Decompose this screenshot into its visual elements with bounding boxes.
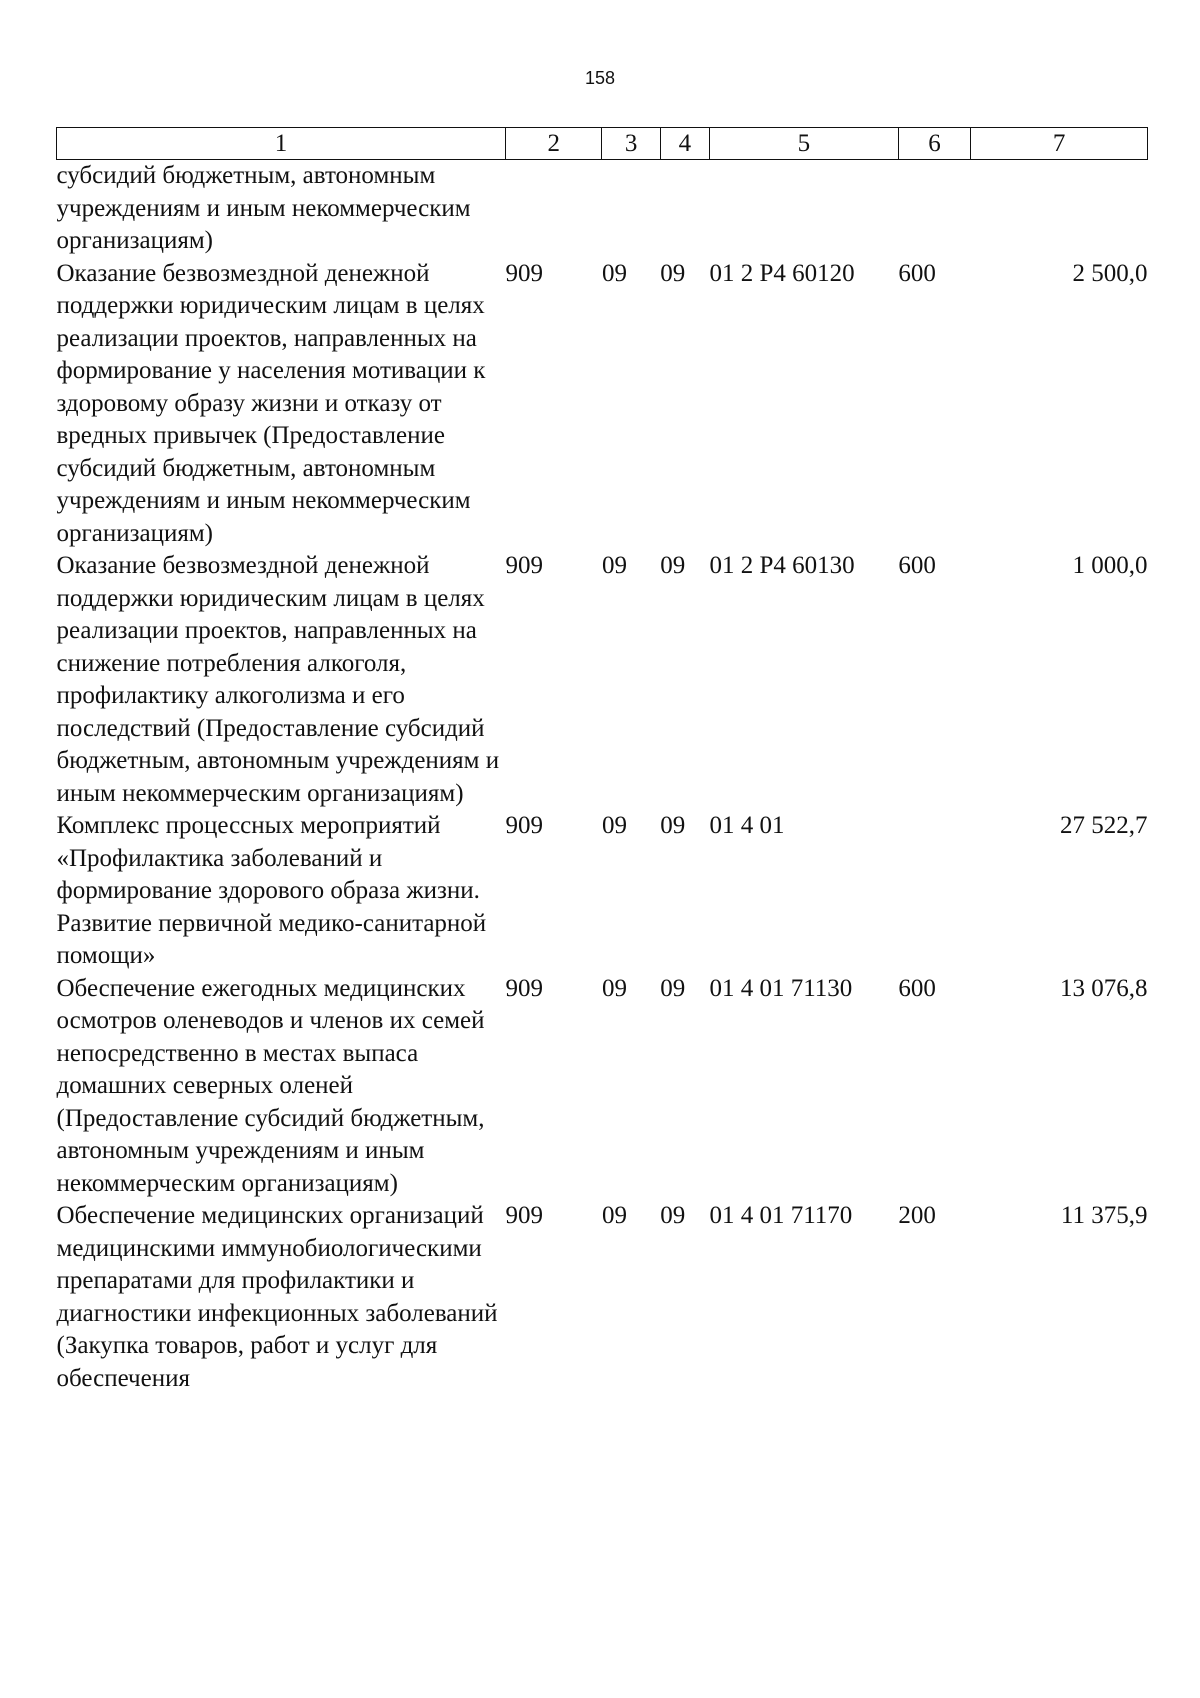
header-col-4: 4 bbox=[660, 128, 709, 160]
row-admin-code bbox=[506, 160, 602, 258]
header-col-3: 3 bbox=[602, 128, 660, 160]
row-admin-code: 909 bbox=[505, 812, 544, 839]
row-amount: 13 076,8 bbox=[1060, 974, 1148, 1002]
row-target-article: 01 4 01 71170 bbox=[709, 1202, 853, 1229]
table-header bbox=[57, 128, 1148, 160]
row-target-article bbox=[709, 160, 898, 258]
header-col-2: 2 bbox=[506, 128, 602, 160]
row-admin-code: 909 bbox=[505, 974, 544, 1002]
row-name: субсидий бюджетным, автономным учреждениям и иным некоммерческим организациям) bbox=[56, 162, 471, 254]
row-name: Комплекс процессных мероприятий «Профилактика заболеваний и формирование здорового образа жизни. Развитие первичной медико-санитарной помощи» bbox=[56, 812, 487, 969]
row-name: Обеспечение медицинских организаций медицинскими иммунобиологическими препаратами для профилактики и диагностики инфекционных заболеваний (Закупка товаров, работ и услуг для обеспечения bbox=[56, 1202, 498, 1392]
table-row bbox=[57, 973, 1148, 1201]
row-amount bbox=[971, 160, 1148, 258]
row-target-article: 01 2 Р4 60130 bbox=[709, 552, 855, 579]
row-name: Оказание безвозмездной денежной поддержки юридическим лицам в целях реализации проектов, направленных на формирование у населения мотивации к здоровому образу жизни и отказу от вредных привычек (Предоставление субсидий бюджетным, автономным учреждениям и иным некоммерческим организациям) bbox=[56, 259, 486, 547]
row-expense-type: 600 bbox=[898, 974, 936, 1002]
row-expense-type bbox=[898, 160, 970, 258]
page-number: 158 bbox=[584, 68, 616, 88]
table-row bbox=[57, 810, 1148, 973]
table-row bbox=[57, 258, 1148, 551]
row-subsection: 09 bbox=[660, 259, 686, 287]
row-subsection: 09 bbox=[660, 552, 686, 579]
table-row bbox=[57, 550, 1148, 810]
row-name: Оказание безвозмездной денежной поддержки юридическим лицам в целях реализации проектов, направленных на снижение потребления алкоголя, профилактику алкоголизма и его последствий (Предоставление субсидий бюджетным, автономным учреждениям и иным некоммерческим организациям) bbox=[56, 552, 500, 807]
row-section: 09 bbox=[601, 552, 627, 579]
header-col-5: 5 bbox=[709, 128, 898, 160]
row-target-article: 01 4 01 bbox=[709, 812, 785, 839]
budget-table bbox=[56, 127, 1148, 1395]
header-col-1: 1 bbox=[57, 128, 506, 160]
row-amount: 27 522,7 bbox=[1060, 812, 1148, 839]
row-subsection bbox=[660, 160, 709, 258]
row-section: 09 bbox=[601, 259, 627, 287]
header-col-6: 6 bbox=[898, 128, 970, 160]
row-name: Обеспечение ежегодных медицинских осмотров оленеводов и членов их семей непосредственно в местах выпаса домашних северных оленей (Предоставление субсидий бюджетным, автономным учреждениям и иным некоммерческим организациям) bbox=[56, 974, 485, 1197]
row-expense-type: 200 bbox=[898, 1202, 936, 1229]
row-admin-code: 909 bbox=[505, 552, 544, 579]
table-row bbox=[57, 160, 1148, 258]
row-subsection: 09 bbox=[660, 974, 686, 1002]
row-amount: 2 500,0 bbox=[1072, 259, 1148, 287]
row-target-article: 01 2 Р4 60120 bbox=[709, 259, 855, 287]
header-row bbox=[57, 128, 1148, 160]
row-subsection: 09 bbox=[660, 812, 686, 839]
row-amount: 11 375,9 bbox=[1060, 1202, 1148, 1229]
row-section: 09 bbox=[601, 1202, 627, 1229]
row-admin-code: 909 bbox=[505, 259, 544, 287]
row-subsection: 09 bbox=[660, 1202, 686, 1229]
row-expense-type bbox=[898, 810, 970, 973]
row-section: 09 bbox=[601, 974, 627, 1002]
row-amount: 1 000,0 bbox=[1072, 552, 1148, 579]
table-body bbox=[57, 160, 1148, 1396]
table-row bbox=[57, 1200, 1148, 1395]
row-admin-code: 909 bbox=[505, 1202, 544, 1229]
row-expense-type: 600 bbox=[898, 552, 936, 579]
row-section: 09 bbox=[601, 812, 627, 839]
row-expense-type: 600 bbox=[898, 259, 936, 287]
row-target-article: 01 4 01 71130 bbox=[709, 974, 853, 1002]
row-section bbox=[602, 160, 660, 258]
header-col-7: 7 bbox=[971, 128, 1148, 160]
